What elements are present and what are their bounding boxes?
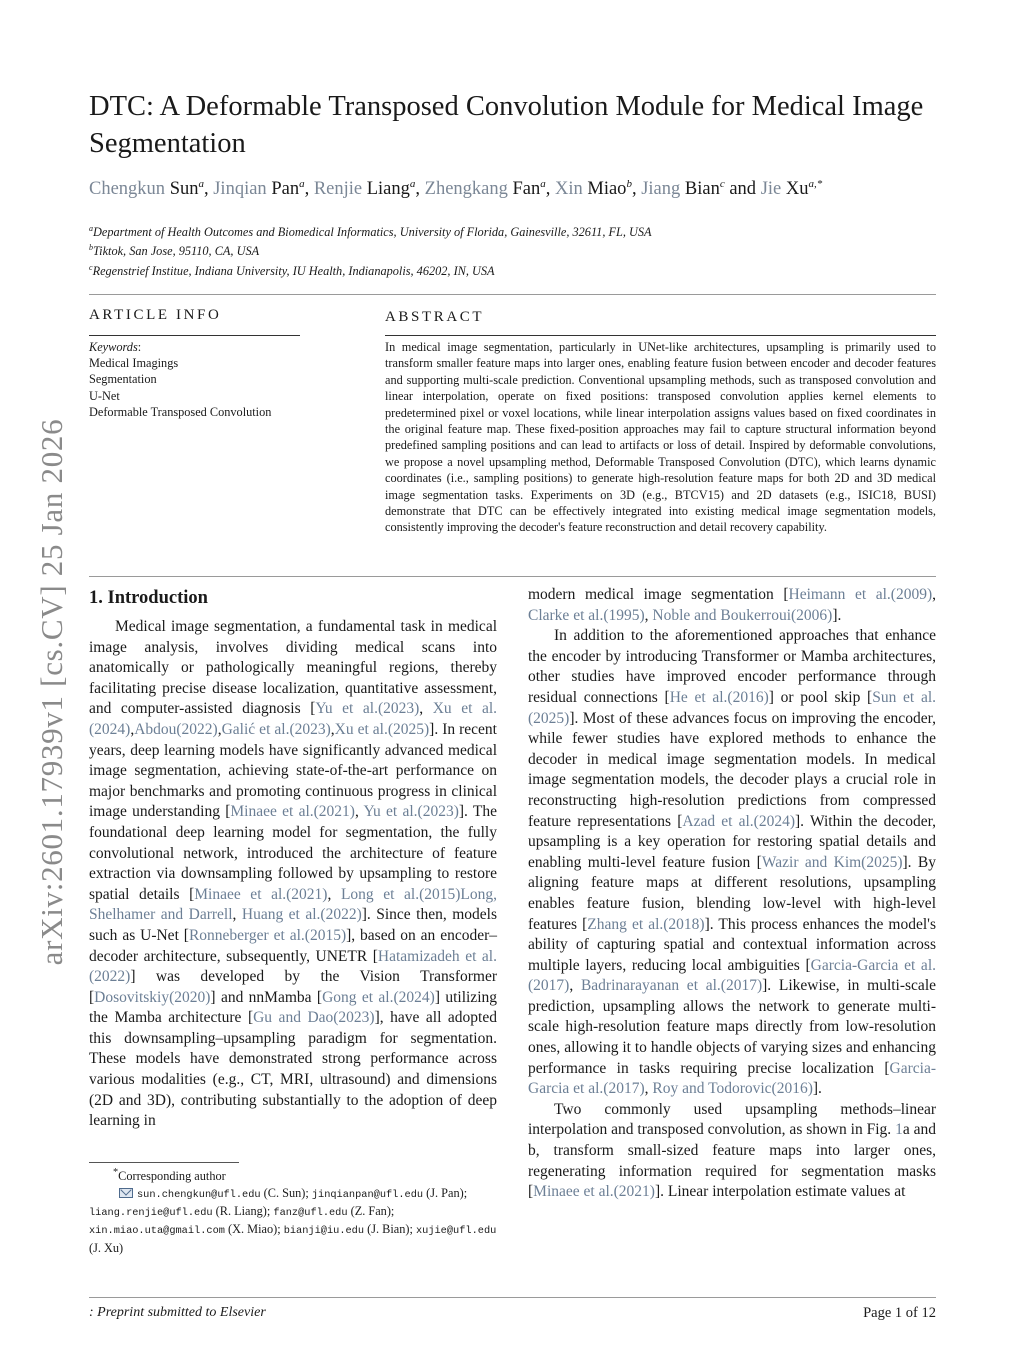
citation-link[interactable]: Galić et al.(2023) <box>221 720 331 738</box>
affiliation-text: Department of Health Outcomes and Biomedical Informatics, University of Florida, Gainesville, 32611, FL, USA <box>93 225 652 240</box>
footnote-marker: * <box>113 1167 119 1178</box>
citation-link[interactable]: Clarke et al.(1995) <box>528 606 645 624</box>
author-affiliation-mark: a,* <box>808 178 823 190</box>
body-text: ]. Most of these advances focus on improving the encoder, while fewer studies have explored methods to enhance the decoder in medical image segmentation models. In medical image segmentation models, the decoder plays a crucial role in reconstructing high-resolution predictions from compressed feature representations [ <box>528 709 936 830</box>
author-affiliation-mark: b <box>626 178 632 190</box>
body-text: , <box>354 803 364 821</box>
body-text: , <box>217 720 222 738</box>
body-paragraph <box>528 626 936 1100</box>
citation-link[interactable]: 1 <box>895 1121 903 1139</box>
body-text: , <box>569 977 581 995</box>
author-family-name: Miao <box>582 179 627 200</box>
email-link[interactable]: xin.miao.uta@gmail.com <box>89 1225 225 1238</box>
citation-link[interactable]: He et al.(2016) <box>669 688 769 706</box>
author-affiliation-mark: a <box>299 178 305 190</box>
author-given-name: Chengkun <box>89 179 166 200</box>
author-family-name: Liang <box>362 179 410 200</box>
author-family-name: Fan <box>507 179 541 200</box>
author-family-name: Pan <box>266 179 300 200</box>
citation-link[interactable]: Badrinarayanan et al.(2017) <box>580 977 763 995</box>
body-paragraph <box>528 1100 936 1203</box>
email-link[interactable]: jinqianpan@ufl.edu <box>311 1188 424 1201</box>
citation-link[interactable]: Azad et al.(2024) <box>682 812 796 830</box>
citation-link[interactable]: Hatamizadeh et al.(2022) <box>89 947 497 986</box>
body-text: a and b, transform small-sized feature maps into larger ones, regenerating information required for segmentation masks [ <box>528 1121 936 1201</box>
body-text: , <box>232 906 242 924</box>
body-text: ]. The foundational deep learning model for segmentation, the fully convolutional network, introduced the architecture of feature extraction via downsampling followed by upsampling to restore spatial details [ <box>89 803 497 903</box>
contact-name: (X. Miao); <box>224 1222 284 1237</box>
affiliation-b <box>89 243 259 259</box>
citation-link[interactable]: Garcia-Garcia et al.(2017) <box>528 1059 936 1098</box>
author-separator: , <box>545 179 555 200</box>
email-link[interactable]: sun.chengkun@ufl.edu <box>137 1188 261 1201</box>
body-text: ]. <box>832 606 842 624</box>
abstract-rule <box>385 335 936 336</box>
body-text: modern medical image segmentation [ <box>528 586 789 603</box>
body-text: ], based on an encoder–decoder architecture, subsequently, UNETR [ <box>89 926 497 965</box>
body-text: Medical image segmentation, a fundamental task in medical image analysis, involves dividing medical scans into anatomically or pathologically meaningful regions, thereby facilitating precise disease localization, quantitative assessment, and computer-assisted diagnosis [ <box>89 618 497 718</box>
footer-divider <box>89 1297 936 1298</box>
body-text: ] utilizing the Mamba architecture [ <box>89 988 497 1027</box>
footer-journal: : Preprint submitted to Elsevier <box>89 1305 266 1320</box>
abstract-divider <box>89 576 936 577</box>
abstract-heading: ABSTRACT <box>385 309 485 325</box>
body-text: ]. By aligning feature maps at different resolutions, upsampling enables feature fusion, blending low-level with high-level features [ <box>528 853 937 933</box>
body-text: ] was developed by the Vision Transformer [ <box>89 968 497 1006</box>
body-text: ] and nnMamba [ <box>210 988 323 1006</box>
citation-link[interactable]: Abdou(2022) <box>134 720 218 738</box>
citation-link[interactable]: Dosovitskiy(2020) <box>94 988 211 1006</box>
contact-name: (R. Liang); <box>212 1203 274 1218</box>
paper-title: DTC: A Deformable Transposed Convolution Module for Medical Image Segmentation <box>89 91 924 159</box>
keywords-label: Keywords <box>89 340 138 354</box>
email-icon <box>119 1188 133 1198</box>
affiliation-marker: c <box>89 263 93 272</box>
body-text: , <box>330 720 335 738</box>
body-text: ], have all adopted this downsampling–upsampling paradigm for segmentation. These models have demonstrated strong performance across various modalities (e.g., CT, MRI, ultrasound) and dimensions (2D and 3D), contributing substantially to the adoption of deep learning in <box>89 1009 497 1130</box>
affiliation-c <box>89 263 495 279</box>
email-link[interactable]: bianji@iu.edu <box>283 1225 365 1238</box>
citation-link[interactable]: Wazir and Kim(2025) <box>761 853 903 871</box>
body-text: , <box>644 1080 653 1098</box>
body-text: ]. This process enhances the model's ability of capturing spatial and contextual information across multiple layers, reducing local ambiguities [ <box>528 915 936 974</box>
keyword-item: Deformable Transposed Convolution <box>89 404 272 419</box>
citation-link[interactable]: Xu et al.(2024) <box>89 700 497 738</box>
article-info-heading: ARTICLE INFO <box>89 307 222 323</box>
affiliation-text: Tiktok, San Jose, 95110, CA, USA <box>93 244 260 259</box>
body-text: ]. Likewise, in multi-scale prediction, upsampling allows the network to generate multi-scale high-resolution feature maps directly from low-resolution ones, allowing it to handle objects of varying sizes and enhancing performance in tasks requiring precise localization [ <box>528 977 936 1077</box>
author-separator: , <box>415 179 425 200</box>
citation-link[interactable]: Gong et al.(2024) <box>322 988 435 1006</box>
page-number: Page 1 of 12 <box>863 1305 936 1321</box>
author-separator: , <box>304 179 314 200</box>
body-text: ]. Linear interpolation estimate values at <box>654 1183 906 1201</box>
email-link[interactable]: fanz@ufl.edu <box>273 1206 348 1219</box>
author-family-name: Sun <box>165 179 199 200</box>
citation-link[interactable]: Sun et al.(2025) <box>528 688 936 727</box>
citation-link[interactable]: Garcia-Garcia et al.(2017) <box>528 956 936 995</box>
citation-link[interactable]: Zhang et al.(2018) <box>587 915 705 933</box>
author-given-name: Zhengkang <box>424 179 508 200</box>
email-link[interactable]: liang.renjie@ufl.edu <box>89 1206 213 1219</box>
footnote <box>89 1165 497 1256</box>
keyword-item: U-Net <box>89 388 120 403</box>
author-affiliation-mark: c <box>719 178 725 190</box>
abstract-text: In medical image segmentation, particularly in UNet-like architectures, upsampling is primarily used to transform smaller feature maps into larger ones, enabling feature fusion between encoder and decoder features and supporting multi-scale prediction. Conventional upsampling methods, such as transposed convolution and linear interpolation, operate on fixed positions: transposed convolution applies kernel elements to predetermined pixel or voxel locations, while linear interpolation assigns values based on fixed coordinates in the original feature map. These fixed-position approaches may fail to capture structural information beyond predefined sampling positions and can lead to artifacts or loss of detail. Inspired by deformable convolutions, we propose a novel upsampling method, Deformable Transposed Convolution (DTC), which learns dynamic coordinates (i.e., sampling positions) to generate high-resolution feature maps for both 2D and 3D medical image segmentation tasks. Experiments on 3D (e.g., BTCV15) and 2D datasets (e.g., ISIC18, BUSI) demonstrate that DTC can be effectively integrated into existing medical image segmentation models, consistently improving the decoder's feature reconstruction and detail recovery capability. <box>385 340 936 535</box>
body-text: In addition to the aforementioned approaches that enhance the encoder by introducing Transformer or Mamba architectures, other studies have improved encoder performance through residual connections [ <box>528 627 936 706</box>
citation-link[interactable]: Yu et al.(2023) <box>315 700 420 718</box>
author-list <box>89 178 822 200</box>
citation-link[interactable]: Gu and Dao(2023) <box>253 1009 375 1027</box>
citation-link[interactable]: Roy and Todorovic(2016) <box>652 1080 813 1098</box>
author-separator: , <box>203 179 214 200</box>
body-text: , <box>419 700 433 718</box>
body-text: , <box>932 586 936 603</box>
affiliation-marker: b <box>89 243 93 252</box>
introduction-heading: 1. Introduction <box>89 588 208 608</box>
citation-link[interactable]: Long et al.(2015)Long, Shelhamer and Darrell <box>89 885 497 924</box>
citation-link[interactable]: Heimann et al.(2009) <box>788 586 933 603</box>
footnote-rule <box>89 1162 239 1163</box>
body-text: , <box>644 606 653 624</box>
contact-name: (J. Pan); <box>423 1185 468 1200</box>
author-given-name: Jinqian <box>213 179 267 200</box>
author-affiliation-mark: a <box>540 178 546 190</box>
author-family-name: Bian <box>680 179 720 200</box>
author-separator: , <box>631 179 642 200</box>
article-info-rule <box>89 335 300 336</box>
body-text: ] or pool skip [ <box>768 688 873 706</box>
body-text: ]. Within the decoder, upsampling is a key operation for restoring spatial details and enabling multi-level feature fusion [ <box>528 812 936 871</box>
keyword-item: Segmentation <box>89 372 157 387</box>
contact-name: (J. Bian); <box>364 1222 416 1237</box>
author-given-name: Jie <box>760 179 782 200</box>
author-affiliation-mark: a <box>198 178 204 190</box>
citation-link[interactable]: Ronneberger et al.(2015) <box>188 926 347 944</box>
citation-link[interactable]: Noble and Boukerroui(2006) <box>652 606 833 624</box>
body-text: , <box>130 720 135 738</box>
body-paragraph <box>528 585 936 626</box>
footnote-label: Corresponding author <box>118 1169 226 1184</box>
author-affiliation-mark: a <box>409 178 416 190</box>
author-given-name: Renjie <box>313 179 363 200</box>
right-column <box>528 585 936 1203</box>
contact-name: (J. Xu) <box>89 1240 124 1255</box>
body-text: ]. Since then, models such as U-Net [ <box>89 906 497 944</box>
contact-name: (Z. Fan); <box>347 1203 395 1218</box>
author-family-name: Xu <box>781 179 809 200</box>
body-text: ]. <box>812 1080 822 1098</box>
citation-link[interactable]: Minaee et al.(2021) <box>230 803 355 821</box>
affiliation-a <box>89 224 652 240</box>
author-given-name: Jiang <box>641 179 681 200</box>
citation-link[interactable]: Minaee et al.(2021) <box>533 1183 655 1201</box>
contact-name: (C. Sun); <box>260 1185 312 1200</box>
body-text: ]. In recent years, deep learning models have significantly advanced medical image segmentation, achieving state-of-the-art performance on major benchmarks and promoting continuous progress in clinical image understanding [ <box>89 720 497 821</box>
arxiv-stamp: arXiv:2601.17939v1 [cs.CV] 25 Jan 2026 <box>34 418 69 966</box>
author-separator: and <box>724 179 761 200</box>
header-divider <box>89 294 936 295</box>
citation-link[interactable]: Xu et al.(2025) <box>334 720 430 738</box>
author-given-name: Xin <box>555 179 583 200</box>
left-column <box>89 617 497 1132</box>
body-text: Two commonly used upsampling methods–linear interpolation and transposed convolution, as shown in Fig. <box>528 1100 936 1139</box>
body-text: , <box>327 885 341 903</box>
body-paragraph <box>89 617 497 1132</box>
citation-link[interactable]: Yu et al.(2023) <box>363 803 459 821</box>
email-link[interactable]: xujie@ufl.edu <box>415 1225 497 1238</box>
affiliation-text: Regenstrief Institue, Indiana University, IU Health, Indianapolis, 46202, IN, USA <box>92 264 495 279</box>
keywords-block: Keywords: Medical Imagings Segmentation U-Net Deformable Transposed Convolution <box>89 339 329 420</box>
affiliation-marker: a <box>89 224 93 233</box>
keyword-item: Medical Imagings <box>89 356 179 371</box>
citation-link[interactable]: Huang et al.(2022) <box>241 906 362 924</box>
footnote-contacts <box>89 1185 497 1257</box>
citation-link[interactable]: Minaee et al.(2021) <box>194 885 328 903</box>
